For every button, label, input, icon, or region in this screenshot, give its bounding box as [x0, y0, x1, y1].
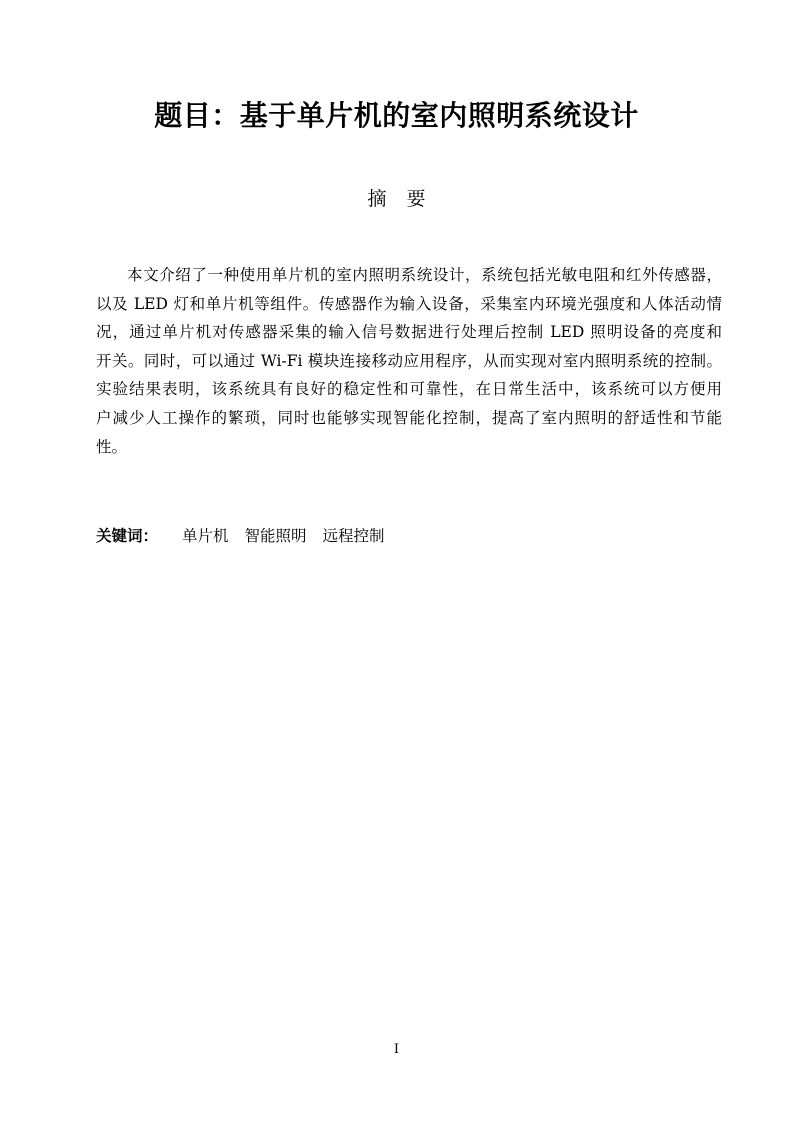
- abstract-heading: [0, 185, 793, 213]
- abstract-line: 本文介绍了一种使用单片机的室内照明系统设计，系统包括光敏电阻和红外传感器，: [127, 266, 722, 284]
- keywords-line: [96, 522, 401, 550]
- page-number: I: [393, 1042, 400, 1057]
- page-title: 题目：基于单片机的室内照明系统设计: [154, 99, 639, 132]
- abstract-line: 性。: [96, 437, 128, 456]
- abstract-line: 开关。同时，可以通过 Wi-Fi 模块连接移动应用程序，从而实现对室内照明系统的控制。: [96, 351, 722, 370]
- abstract-line: 况，通过单片机对传感器采集的输入信号数据进行处理后控制 LED 照明设备的亮度和: [96, 323, 722, 342]
- keyword-item: 远程控制: [322, 527, 385, 545]
- abstract-line: 实验结果表明，该系统具有良好的稳定性和可靠性，在日常生活中，该系统可以方便用: [96, 380, 722, 399]
- abstract-heading-char-1: 摘: [367, 188, 387, 210]
- keywords-label: 关键词：: [96, 527, 159, 545]
- abstract-line: 以及 LED 灯和单片机等组件。传感器作为输入设备，采集室内环境光强度和人体活动情: [96, 294, 722, 313]
- abstract-body: [96, 261, 722, 461]
- abstract-heading-char-2: 要: [406, 188, 426, 210]
- keyword-item: 单片机: [182, 527, 229, 545]
- keyword-item: 智能照明: [244, 527, 307, 545]
- abstract-line: 户减少人工操作的繁琐，同时也能够实现智能化控制，提高了室内照明的舒适性和节能: [96, 408, 722, 427]
